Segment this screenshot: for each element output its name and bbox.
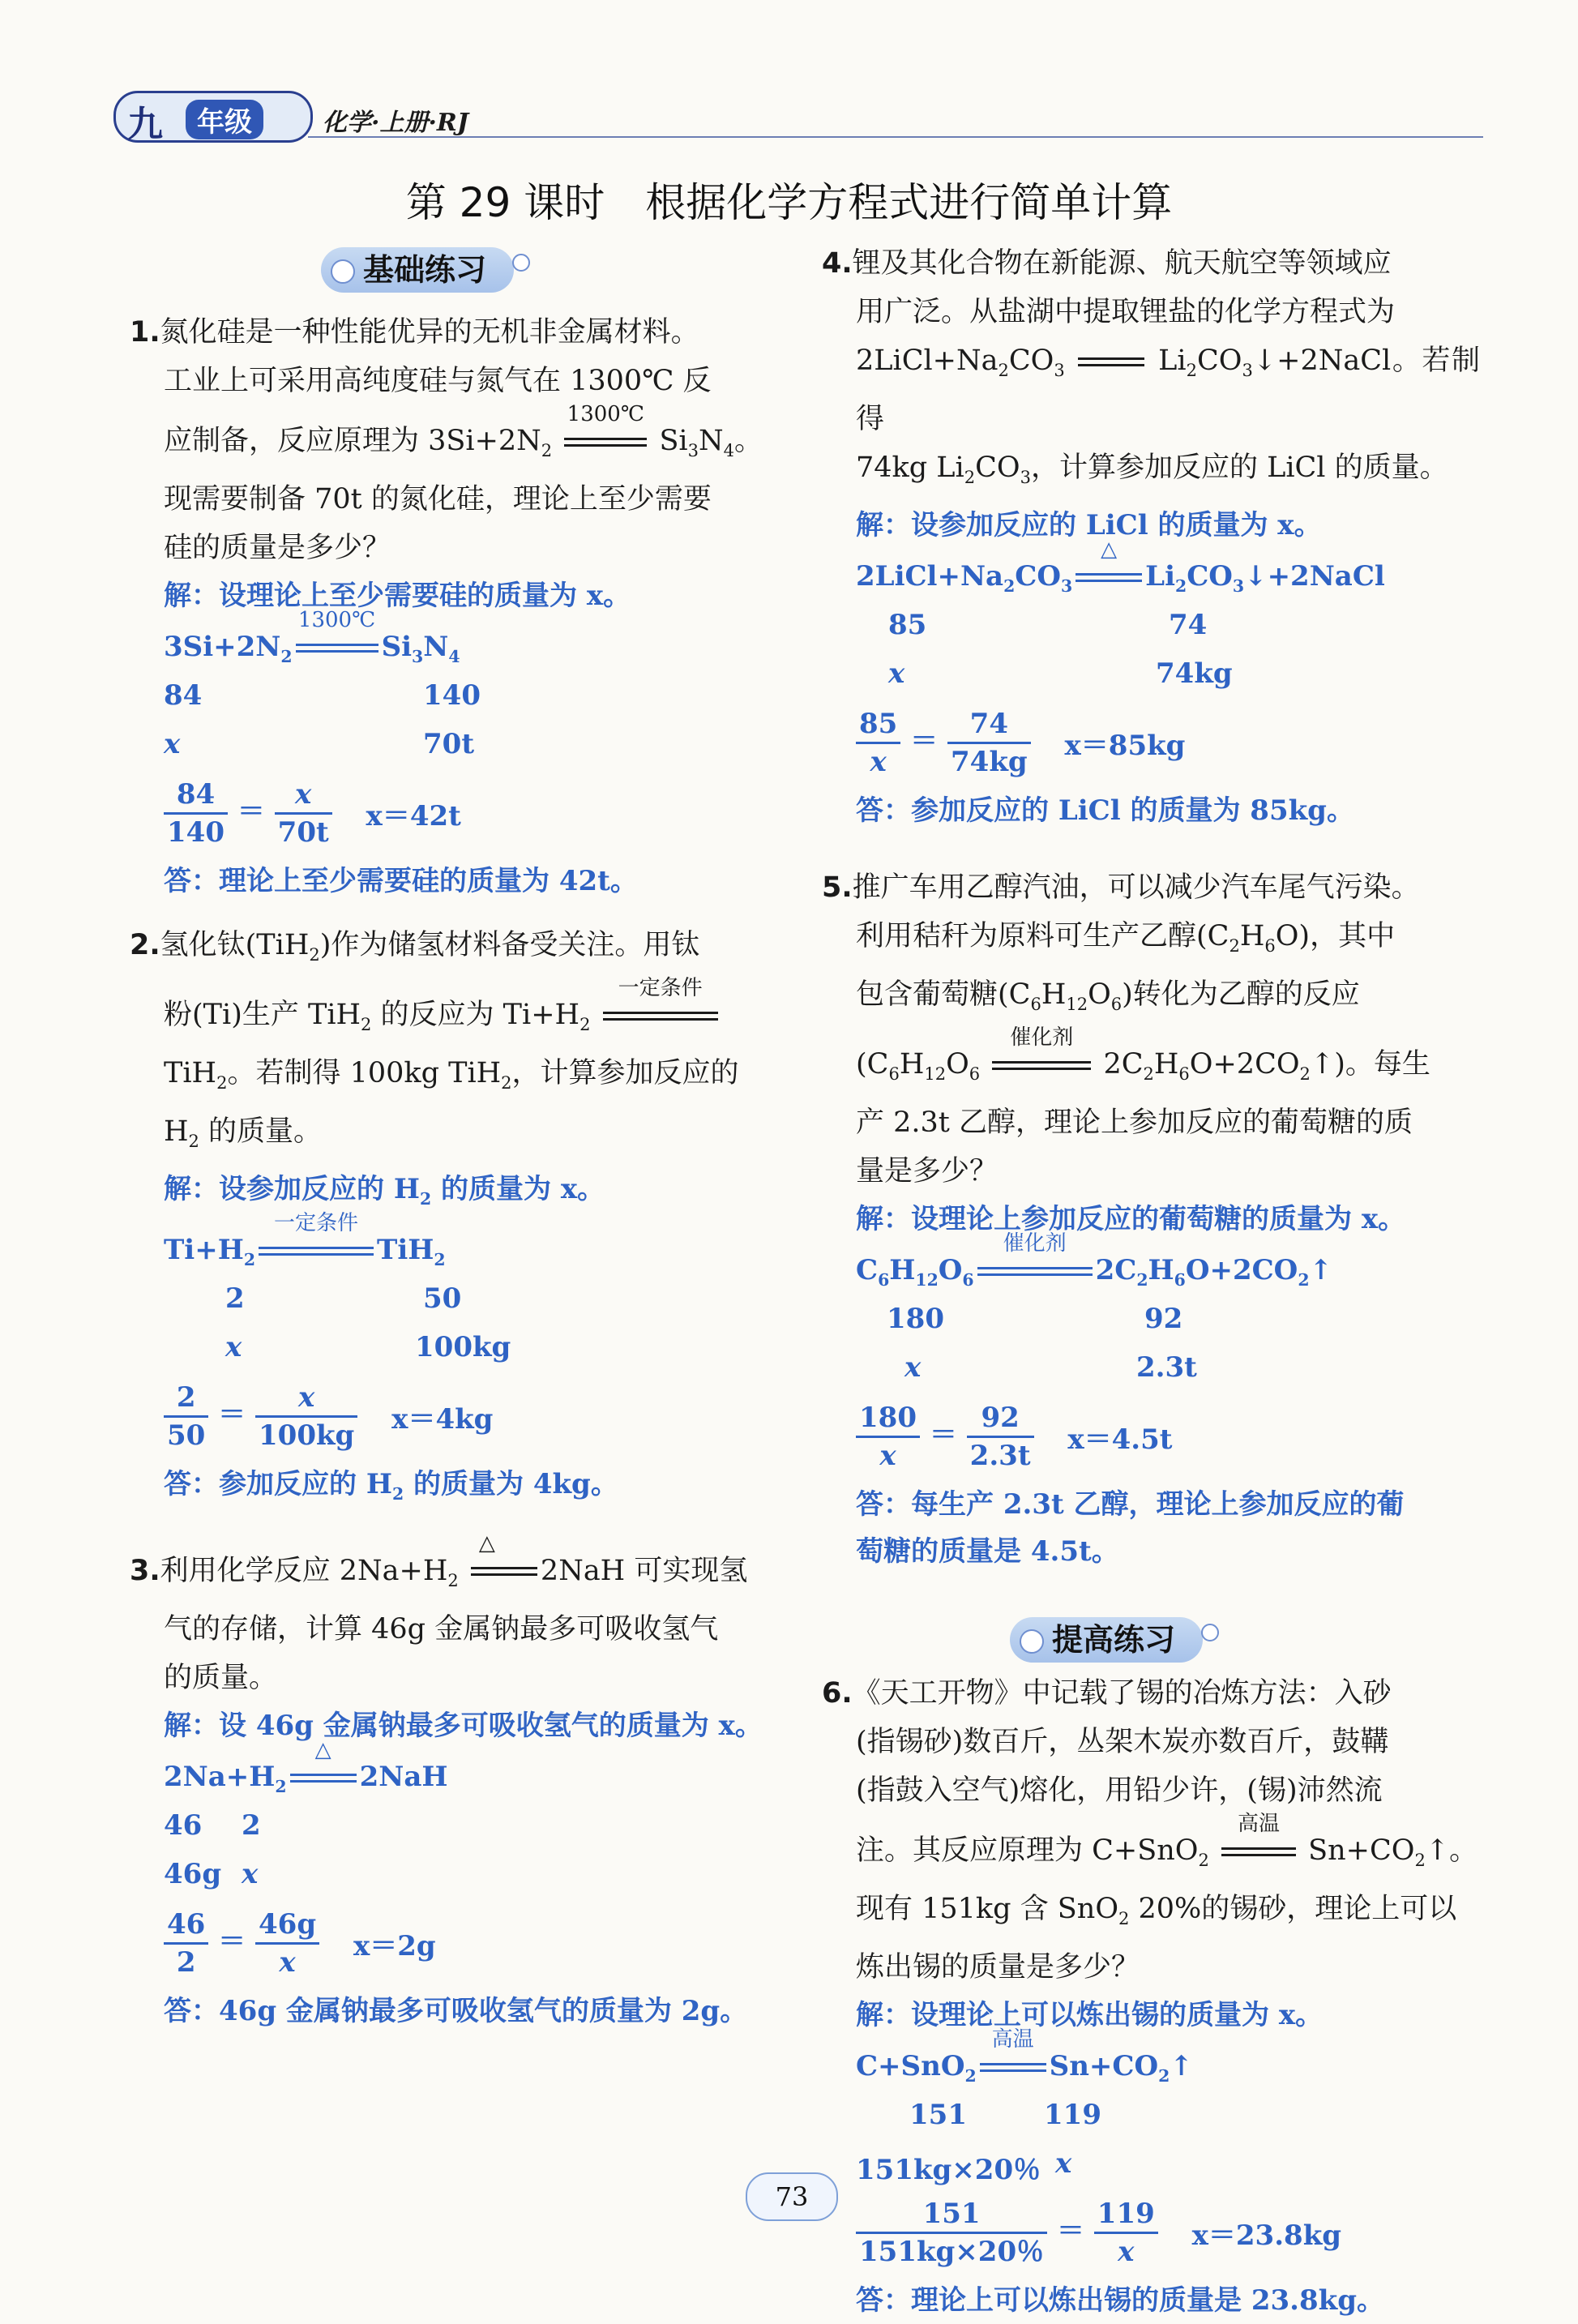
relative-mass: 84 bbox=[164, 679, 203, 712]
question-text bbox=[822, 1669, 1480, 1718]
condition-text: 1300℃ bbox=[567, 401, 644, 426]
text-part: 3Si+2N bbox=[164, 631, 281, 663]
question-text: 74kg $Li_2CO_3$，计算参加反应的 LiCl 的质量。 bbox=[856, 452, 1448, 487]
proportion-row: $\frac{84}{140}$ ＝ $\frac{x}{70t}$ x＝42t bbox=[164, 777, 782, 858]
text-part: H bbox=[1153, 1048, 1179, 1081]
text-part: 粉(Ti)生产 TiH bbox=[164, 999, 361, 1031]
grade-number: 九 bbox=[127, 104, 163, 145]
fraction bbox=[164, 777, 228, 850]
fraction bbox=[1094, 2196, 1158, 2270]
question-number: 2. bbox=[130, 929, 160, 961]
text-part: 推广车用乙醇汽油，可以减少汽车尾气污染。 bbox=[852, 871, 1420, 904]
question-5 bbox=[822, 863, 1480, 1575]
text-part: TiH bbox=[164, 1057, 217, 1089]
question-number: 3. bbox=[130, 1554, 160, 1587]
known-value: x bbox=[1055, 2147, 1072, 2180]
known-value: x bbox=[225, 1330, 242, 1363]
known-value: 2.3t bbox=[1136, 1351, 1197, 1384]
answer: 萄糖的质量是 4.5t。 bbox=[856, 1535, 1119, 1568]
text-part: 利用化学反应 2Na+H bbox=[160, 1554, 448, 1587]
text-part: 应制备，反应原理为 3Si+2N bbox=[164, 425, 541, 457]
question-text bbox=[822, 239, 1480, 288]
denominator: x bbox=[879, 1440, 896, 1472]
numerator: 74 bbox=[947, 706, 1031, 744]
known-value: 100kg bbox=[415, 1330, 511, 1363]
solution-setup: 解：设参加反应的 LiCl 的质量为 x。 bbox=[856, 509, 1322, 541]
mass-row bbox=[856, 1303, 1480, 1351]
text-part: N bbox=[423, 631, 449, 663]
text-part: Sn+CO bbox=[1308, 1834, 1415, 1867]
condition-text: △ bbox=[314, 1737, 331, 1762]
condition-text: 高温 bbox=[991, 2027, 1034, 2052]
text-part: 2Na+H bbox=[164, 1760, 276, 1793]
text-part: H bbox=[1041, 978, 1067, 1011]
equation: $2LiCl+Na_2CO_3$ △ $Li_2CO_3↓+2NaCl$ bbox=[856, 537, 1385, 596]
text-part: O)，其中 bbox=[1275, 920, 1396, 952]
bubble-tail-icon bbox=[1201, 1624, 1219, 1641]
equation: $2Na+H_2$ △ 2NaH bbox=[164, 1737, 448, 1796]
condition-text: 一定条件 bbox=[618, 975, 703, 1000]
text-part: 2C bbox=[1103, 1048, 1144, 1081]
text-part: 现有 151kg 含 SnO bbox=[856, 1893, 1119, 1925]
text-part: ↑。 bbox=[1425, 1834, 1478, 1867]
relative-mass: 74 bbox=[1169, 609, 1208, 641]
text-part: N bbox=[699, 425, 724, 457]
equation: C+SnO$_2$ 高温 $Sn+CO_2↑$ bbox=[856, 2027, 1193, 2086]
relative-mass: 92 bbox=[1144, 1303, 1183, 1335]
relative-mass: 180 bbox=[887, 1303, 944, 1335]
question-text: 产 2.3t 乙醇，理论上参加反应的葡萄糖的质 bbox=[856, 1106, 1413, 1139]
question-text: 粉(Ti)生产 TiH$_2$ 的反应为 $Ti+H_2$ 一定条件 bbox=[130, 991, 782, 1049]
reaction-condition bbox=[977, 2027, 1050, 2084]
numerator: 46g bbox=[255, 1907, 319, 1945]
mass-row bbox=[856, 2099, 1480, 2147]
known-value: 70t bbox=[423, 728, 475, 760]
text-part: O+2CO bbox=[1185, 1254, 1298, 1286]
mass-row bbox=[164, 1809, 782, 1858]
proportion-row: $\frac{46}{2}$ ＝ $\frac{46g}{x}$ x＝2g bbox=[164, 1907, 782, 1988]
relative-mass: 50 bbox=[423, 1282, 462, 1315]
answer: 答：参加反应的 LiCl 的质量为 85kg。 bbox=[856, 794, 1354, 827]
question-2 bbox=[130, 921, 782, 1517]
denominator: x bbox=[1118, 2236, 1135, 2268]
equation: $3Si+2N_2$ 1300℃ $Si_3N_4$ bbox=[164, 608, 460, 666]
question-text: $H_2$ 的质量。 bbox=[164, 1115, 323, 1151]
text-part: H bbox=[1148, 1254, 1174, 1286]
fraction bbox=[164, 1380, 208, 1453]
numerator: 46 bbox=[164, 1907, 208, 1945]
result: x＝4kg bbox=[391, 1402, 494, 1436]
question-text: 的质量。 bbox=[164, 1661, 278, 1694]
text-part: C bbox=[856, 1254, 879, 1286]
known-value: x bbox=[888, 657, 905, 690]
solution-setup: 解：设理论上可以炼出锡的质量为 x。 bbox=[856, 1999, 1324, 2031]
denominator: 140 bbox=[167, 816, 225, 849]
text-part: ↑ bbox=[1309, 1254, 1333, 1286]
text-part: 。 bbox=[734, 425, 763, 457]
text-part: ↓+2NaCl bbox=[1244, 560, 1385, 593]
question-3 bbox=[130, 1531, 782, 2035]
answer: 答：每生产 2.3t 乙醇，理论上参加反应的葡 bbox=[856, 1488, 1405, 1521]
question-text: 硅的质量是多少？ bbox=[164, 532, 391, 564]
condition-text: △ bbox=[478, 1531, 495, 1556]
question-1 bbox=[130, 308, 782, 905]
text-part: Si bbox=[381, 631, 413, 663]
question-text: 包含葡萄糖$(C_6H_{12}O_6)$转化为乙醇的反应 bbox=[856, 978, 1360, 1014]
known-row bbox=[164, 1331, 782, 1380]
text-part: 的质量为 x。 bbox=[431, 1173, 605, 1205]
question-number: 4. bbox=[822, 247, 853, 280]
question-text: 量是多少？ bbox=[856, 1155, 999, 1188]
question-text: ($C_6H_{12}O_6$ 催化剂 $2C_2H_6O+2CO_2↑$)。每生 bbox=[856, 1025, 1430, 1084]
denominator: 2 bbox=[176, 1945, 196, 1979]
mass-row bbox=[164, 1282, 782, 1331]
text-part: CO bbox=[1196, 345, 1242, 377]
text-part: 的质量为 4kg。 bbox=[404, 1467, 618, 1500]
text-part: H bbox=[1239, 920, 1265, 952]
text-part: O bbox=[1088, 978, 1111, 1011]
text-part: H bbox=[899, 1048, 925, 1081]
question-number: 6. bbox=[822, 1677, 853, 1710]
reaction-condition bbox=[974, 1231, 1096, 1288]
fraction bbox=[947, 706, 1031, 780]
solution-setup: 解：设 46g 金属钠最多可吸收氢气的质量为 x。 bbox=[164, 1709, 763, 1742]
text-part: )作为储氢材料备受关注。用钛 bbox=[319, 929, 700, 961]
question-text: 气的存储，计算 46g 金属钠最多可吸收氢气 bbox=[164, 1612, 719, 1646]
question-text: 工业上可采用高纯度硅与氮气在 1300℃ 反 bbox=[164, 365, 712, 397]
question-number: 1. bbox=[130, 316, 160, 349]
mass-row bbox=[164, 679, 782, 728]
question-text: (指锡砂)数百斤，丛架木炭亦数百斤，鼓鞲 bbox=[856, 1726, 1389, 1758]
condition-text: 催化剂 bbox=[1010, 1025, 1074, 1050]
question-text: 2.氢化钛(TiH$_2$)作为储氢材料备受关注。用钛 bbox=[130, 929, 700, 965]
text-part: ↑)。每生 bbox=[1310, 1048, 1430, 1081]
answer: 答：参加反应的 $H_2$ 的质量为 4kg。 bbox=[164, 1467, 618, 1504]
solution-setup: 解：设理论上参加反应的葡萄糖的质量为 x。 bbox=[856, 1203, 1406, 1235]
solution-setup: 解：设理论上至少需要硅的质量为 x。 bbox=[164, 580, 631, 612]
known-value: x bbox=[242, 1857, 259, 1890]
result: x＝4.5t bbox=[1067, 1423, 1173, 1456]
known-value: 74kg bbox=[1156, 657, 1233, 690]
text-part: 《天工开物》中记载了锡的冶炼方法：入砂 bbox=[852, 1677, 1392, 1710]
text-part: CO bbox=[1008, 345, 1054, 377]
reaction-condition bbox=[561, 401, 650, 459]
text-part: CO bbox=[975, 452, 1020, 484]
known-value: 46g bbox=[164, 1857, 222, 1890]
relative-mass: 2 bbox=[225, 1282, 245, 1315]
text-part: )转化为乙醇的反应 bbox=[1122, 978, 1360, 1011]
question-text: 用广泛。从盐湖中提取锂盐的化学方程式为 bbox=[856, 296, 1396, 328]
equation: $C_6H_{12}O_6$ 催化剂 $2C_2H_6O+2CO_2↑$ bbox=[856, 1231, 1333, 1290]
denominator: 151kg×20％ bbox=[859, 2236, 1045, 2268]
bubble-tail-icon bbox=[512, 254, 530, 272]
numerator: 2 bbox=[164, 1380, 208, 1418]
question-text: 应制备，反应原理为 $3Si+2N_2$ 1300℃ $Si_3N_4$。 bbox=[164, 401, 763, 460]
bubble-icon bbox=[331, 259, 355, 284]
text-part: CO bbox=[1015, 560, 1061, 593]
solution-block bbox=[856, 2027, 1480, 2277]
text-part: Li bbox=[1158, 345, 1187, 377]
solution-setup: 解：设参加反应的 $H_2$ 的质量为 x。 bbox=[164, 1173, 605, 1209]
condition-text: 催化剂 bbox=[1003, 1231, 1067, 1256]
text-part: 注。其反应原理为 C+SnO bbox=[856, 1834, 1199, 1867]
text-part: 锂及其化合物在新能源、航天航空等领域应 bbox=[852, 247, 1392, 280]
text-part: 利用秸秆为原料可生产乙醇(C bbox=[856, 920, 1229, 952]
header-divider bbox=[308, 136, 1483, 138]
fraction bbox=[967, 1400, 1034, 1474]
condition-text: 一定条件 bbox=[274, 1210, 359, 1235]
result: x＝85kg bbox=[1064, 730, 1186, 762]
numerator: x bbox=[275, 777, 332, 815]
text-part: O+2CO bbox=[1189, 1048, 1300, 1081]
grade-badge bbox=[113, 91, 313, 143]
text-part: 的质量。 bbox=[199, 1115, 323, 1148]
fraction bbox=[856, 2196, 1047, 2270]
denominator: 100kg bbox=[259, 1419, 355, 1452]
equation-row bbox=[164, 1737, 782, 1809]
equation-row bbox=[164, 608, 782, 679]
question-text: 注。其反应原理为 C+SnO$_2$ 高温 $Sn+CO_2↑$。 bbox=[856, 1811, 1478, 1870]
question-number: 5. bbox=[822, 871, 853, 904]
question-text: 现需要制备 70t 的氮化硅，理论上至少需要 bbox=[164, 483, 712, 516]
text-part: 74kg Li bbox=[856, 452, 964, 484]
text-part: (C bbox=[856, 1048, 889, 1081]
text-part: 20%的锡砂，理论上可以 bbox=[1129, 1893, 1457, 1925]
known-value: x bbox=[164, 728, 181, 760]
known-row bbox=[164, 728, 782, 777]
relative-mass: 119 bbox=[1044, 2099, 1101, 2131]
section-basic-label bbox=[321, 247, 514, 293]
fraction bbox=[275, 777, 332, 850]
question-text: 氮化硅是一种性能优异的无机非金属材料。 bbox=[160, 316, 699, 349]
text-part: Li bbox=[1145, 560, 1175, 593]
equation-row bbox=[164, 1210, 782, 1282]
reaction-condition bbox=[293, 608, 382, 665]
fraction bbox=[164, 1907, 208, 1980]
text-part: 2NaH 可实现氢 bbox=[540, 1554, 748, 1587]
known-value: 151kg×20％ bbox=[856, 2154, 1041, 2186]
question-text: 利用秸秆为原料可生产乙醇$(C_2H_6O)$，其中 bbox=[856, 920, 1396, 956]
text-part: 的反应为 Ti+H bbox=[371, 999, 580, 1031]
question-6 bbox=[822, 1669, 1480, 2324]
result: x＝2g bbox=[353, 1929, 436, 1962]
text-part: 2C bbox=[1095, 1254, 1137, 1286]
answer: 答：46g 金属钠最多可吸收氢气的质量为 2g。 bbox=[164, 1994, 748, 2027]
solution-block bbox=[856, 537, 1480, 787]
subject-label: 化学·上册·RJ bbox=[323, 109, 469, 137]
result: x＝42t bbox=[366, 800, 461, 832]
question-text: 3.利用化学反应 $2Na+H_2$ △ 2NaH 可实现氢 bbox=[130, 1531, 748, 1590]
known-row bbox=[856, 1351, 1480, 1400]
text-part: 2LiCl+Na bbox=[856, 345, 999, 377]
solution-block bbox=[164, 608, 782, 858]
known-row bbox=[164, 1858, 782, 1907]
grade-label: 年级 bbox=[186, 100, 263, 139]
fraction bbox=[856, 706, 900, 780]
relative-mass: 140 bbox=[423, 679, 481, 712]
page-title: 第 29 课时 根据化学方程式进行简单计算 bbox=[405, 179, 1173, 226]
reaction-condition bbox=[989, 1025, 1094, 1082]
known-value: x bbox=[904, 1351, 922, 1384]
known-row bbox=[856, 2147, 1480, 2196]
numerator: 119 bbox=[1094, 2196, 1158, 2234]
right-column bbox=[822, 239, 1480, 2324]
fraction bbox=[255, 1907, 319, 1980]
reaction-condition bbox=[287, 1737, 360, 1795]
question-text: 现有 151kg 含 SnO$_2$ 20%的锡砂，理论上可以 bbox=[856, 1893, 1457, 1928]
reaction-condition bbox=[1075, 346, 1148, 379]
text-part: ，计算参加反应的 LiCl 的质量。 bbox=[1030, 452, 1448, 484]
section-basic-text: 基础练习 bbox=[363, 252, 487, 288]
text-part: ↓+2NaCl。若制得 bbox=[856, 345, 1480, 435]
denominator: x bbox=[870, 746, 887, 778]
reaction-condition bbox=[600, 975, 721, 1033]
text-part: TiH bbox=[377, 1233, 434, 1266]
condition-text: 高温 bbox=[1237, 1811, 1280, 1836]
text-part: 。若制得 100kg TiH bbox=[227, 1057, 502, 1089]
denominator: x bbox=[279, 1945, 296, 1979]
question-text bbox=[822, 863, 1480, 912]
result: x＝23.8kg bbox=[1191, 2219, 1342, 2252]
answer: 答：理论上可以炼出锡的质量是 23.8kg。 bbox=[856, 2284, 1384, 2317]
proportion-row: $\frac{2}{50}$ ＝ $\frac{x}{100kg}$ x＝4kg bbox=[164, 1380, 782, 1461]
text-part: Si bbox=[659, 425, 688, 457]
left-column bbox=[130, 308, 782, 2035]
fraction bbox=[856, 1400, 920, 1474]
solution-block bbox=[856, 1231, 1480, 1481]
denominator: 70t bbox=[277, 816, 329, 849]
relative-mass: 85 bbox=[888, 609, 927, 641]
fraction bbox=[255, 1380, 357, 1453]
relative-mass: 2 bbox=[242, 1808, 261, 1842]
relative-mass: 46 bbox=[164, 1808, 203, 1842]
text-part: ↑ bbox=[1170, 2050, 1193, 2082]
proportion-row: $\frac{180}{x}$ ＝ $\frac{92}{2.3t}$ x＝4.5t bbox=[856, 1400, 1480, 1481]
text-part: 包含葡萄糖(C bbox=[856, 978, 1031, 1011]
text-part: Sn+CO bbox=[1049, 2050, 1159, 2082]
text-part: 2LiCl+Na bbox=[856, 560, 1004, 593]
denominator: 2.3t bbox=[969, 1440, 1031, 1472]
numerator: 84 bbox=[164, 777, 228, 815]
condition-text: △ bbox=[1101, 537, 1118, 562]
relative-mass: 151 bbox=[909, 2099, 967, 2131]
text-part: 氢化钛(TiH bbox=[160, 929, 310, 961]
equation-row bbox=[856, 2027, 1480, 2099]
question-text: 炼出锡的质量是多少？ bbox=[856, 1951, 1140, 1984]
text-part: Ti+H bbox=[164, 1233, 244, 1266]
numerator: x bbox=[255, 1380, 357, 1418]
question-text: TiH$_2$。若制得 100kg TiH$_2$，计算参加反应的 bbox=[164, 1057, 739, 1093]
answer: 答：理论上至少需要硅的质量为 42t。 bbox=[164, 865, 638, 897]
solution-block bbox=[164, 1737, 782, 1988]
section-advanced-label bbox=[1010, 1617, 1203, 1663]
page-header bbox=[113, 91, 1483, 145]
text-part: CO bbox=[1187, 560, 1233, 593]
known-row bbox=[856, 657, 1480, 706]
numerator: 180 bbox=[856, 1400, 920, 1438]
text-part: C+SnO bbox=[856, 2050, 965, 2082]
numerator: 85 bbox=[856, 706, 900, 744]
reaction-condition bbox=[255, 1210, 377, 1268]
text-part: 解：设参加反应的 H bbox=[164, 1173, 420, 1205]
proportion-row: $\frac{85}{x}$ ＝ $\frac{74}{74kg}$ x＝85kg bbox=[856, 706, 1480, 787]
solution-block bbox=[164, 1210, 782, 1461]
text-part: O bbox=[946, 1048, 969, 1081]
page-number: 73 bbox=[746, 2172, 838, 2221]
bubble-icon bbox=[1020, 1629, 1044, 1654]
question-text: $2LiCl+Na_2CO_3$ $Li_2CO_3↓+2NaCl$。若制得 bbox=[856, 345, 1480, 435]
reaction-condition bbox=[468, 1531, 541, 1588]
reaction-condition bbox=[1072, 537, 1145, 594]
denominator: 50 bbox=[167, 1419, 206, 1452]
text-part: 答：参加反应的 H bbox=[164, 1467, 392, 1500]
text-part: O bbox=[938, 1254, 963, 1286]
equation-row bbox=[856, 537, 1480, 609]
text-part: ，计算参加反应的 bbox=[511, 1057, 739, 1089]
equation-row bbox=[856, 1231, 1480, 1303]
section-advanced-text: 提高练习 bbox=[1052, 1622, 1176, 1658]
reaction-condition bbox=[1218, 1811, 1299, 1868]
question-text: (指鼓入空气)熔化，用铅少许，(锡)沛然流 bbox=[856, 1774, 1383, 1807]
condition-text: 1300℃ bbox=[297, 608, 376, 632]
text-part: H bbox=[164, 1115, 189, 1148]
equation: $Ti+H_2$ 一定条件 TiH$_2$ bbox=[164, 1210, 446, 1269]
numerator: 92 bbox=[967, 1400, 1034, 1438]
denominator: 74kg bbox=[951, 746, 1028, 778]
text-part: H bbox=[889, 1254, 916, 1286]
question-4 bbox=[822, 239, 1480, 834]
proportion-row: $\frac{151}{151kg\times 20\%}$ ＝ $\frac{119}{x}$ x＝23.8kg bbox=[856, 2196, 1480, 2277]
text-part: 2NaH bbox=[359, 1760, 448, 1793]
mass-row bbox=[856, 609, 1480, 657]
numerator: 151 bbox=[856, 2196, 1047, 2234]
